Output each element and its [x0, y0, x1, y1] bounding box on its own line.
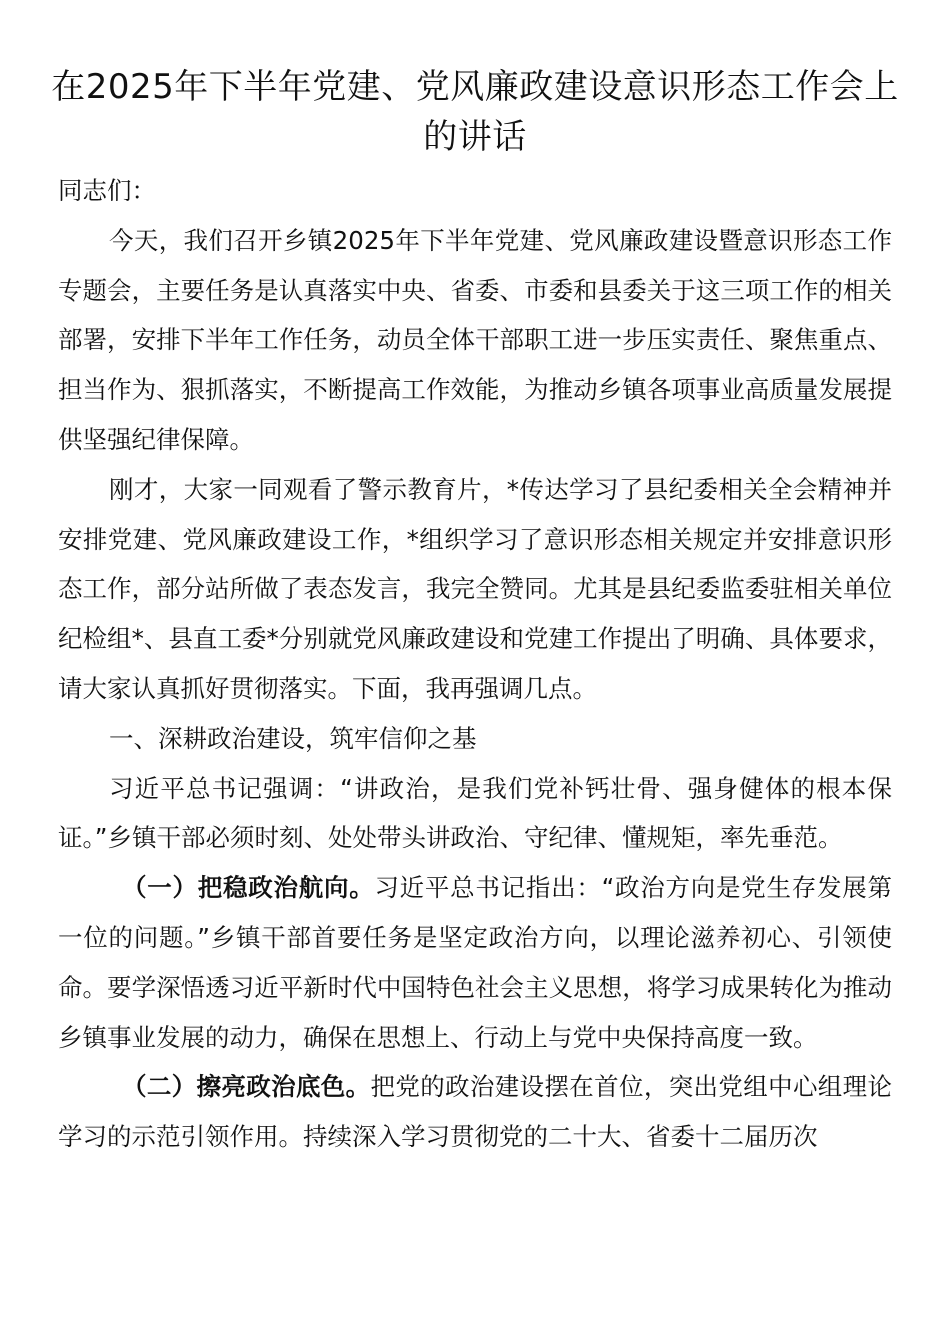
paragraph-item-1	[58, 863, 892, 1062]
section-heading-1: 一、深耕政治建设，筑牢信仰之基	[109, 723, 477, 753]
item-2-body: 把党的政治建设摆在首位，突出党组中心组理论学习的示范引领作用。持续深入学习贯彻党的二十大、省委十二届历次	[58, 1072, 892, 1152]
paragraph-intro: 今天，我们召开乡镇2025年下半年党建、党风廉政建设暨意识形态工作专题会，主要任务是认真落实中央、省委、市委和县委关于这三项工作的相关部署，安排下半年工作任务，动员全体干部职工进一步压实责任、聚焦重点、担当作为、狠抓落实，不断提高工作效能，为推动乡镇各项事业高质量发展提供坚强纪律保障。	[58, 225, 892, 454]
document-body	[58, 166, 892, 1162]
item-1-body: 习近平总书记指出：“政治方向是党生存发展第一位的问题。”乡镇干部首要任务是坚定政治方向，以理论滋养初心、引领使命。要学深悟透习近平新时代中国特色社会主义思想，将学习成果转化为推动乡镇事业发展的动力，确保在思想上、行动上与党中央保持高度一致。	[58, 873, 892, 1052]
paragraph-quote: 习近平总书记强调：“讲政治，是我们党补钙壮骨、强身健体的根本保证。”乡镇干部必须时刻、处处带头讲政治、守纪律、懂规矩，率先垂范。	[58, 773, 892, 853]
paragraph-item-2	[58, 1062, 892, 1162]
item-1-heading: （一）把稳政治航向。	[122, 873, 375, 903]
item-2-heading: （二）擦亮政治底色。	[122, 1072, 371, 1102]
paragraph-review: 刚才，大家一同观看了警示教育片，*传达学习了县纪委相关全会精神并安排党建、党风廉政建设工作，*组织学习了意识形态相关规定并安排意识形态工作，部分站所做了表态发言，我完全赞同。尤其是县纪委监委驻相关单位纪检组*、县直工委*分别就党风廉政建设和党建工作提出了明确、具体要求，请大家认真抓好贯彻落实。下面，我再强调几点。	[58, 474, 892, 703]
document-title: 在2025年下半年党建、党风廉政建设意识形态工作会上的讲话	[51, 67, 899, 157]
salutation: 同志们：	[58, 176, 156, 205]
